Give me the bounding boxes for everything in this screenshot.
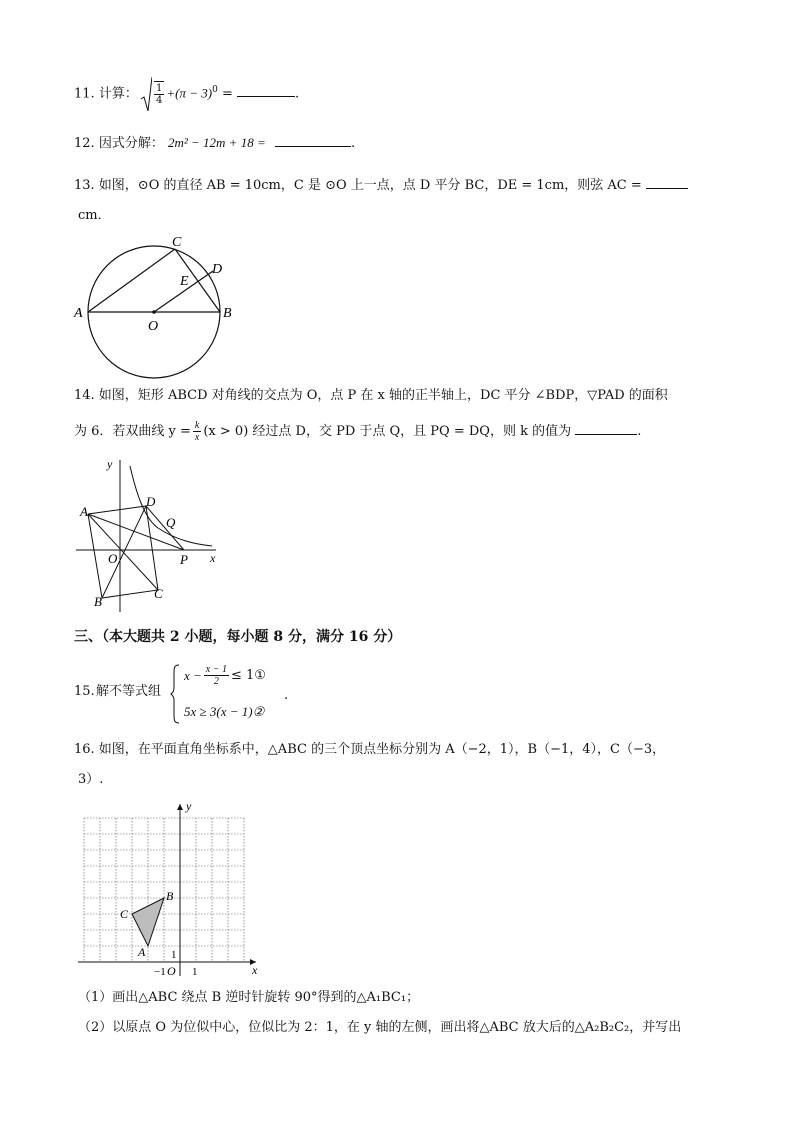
label-e: E (180, 274, 189, 289)
label-y: y (107, 457, 113, 471)
q16-part-2-text: （2）以原点 O 为位似中心，位似比为 2：1，在 y 轴的左侧，画出将△ABC 放大后的△A₂B₂C₂，并写出 (78, 1020, 682, 1035)
q14-rectangle-figure (74, 452, 224, 614)
label-a: A (74, 306, 83, 321)
label-b: B (223, 306, 232, 321)
label-c: C (120, 907, 129, 921)
q11-label: 计算： (98, 86, 138, 102)
q15-ineq1-b: ≤ 1① (230, 667, 266, 683)
label-neg1: −1 (154, 966, 166, 976)
brace-icon (170, 664, 180, 724)
q15-ineq2: 5x ≥ 3(x − 1)② (184, 704, 265, 719)
label-one-y: 1 (171, 949, 177, 961)
label-y: y (186, 800, 192, 813)
q11-sqrt (142, 81, 166, 106)
q15-end: . (284, 688, 289, 703)
q12-expr: 2m² − 12m + 18 = (167, 135, 269, 150)
q11-answer-blank[interactable] (237, 82, 295, 97)
label-x: x (210, 551, 216, 565)
q16-part-1 (78, 988, 419, 1008)
center-point (152, 310, 156, 314)
q14-frac-num: k (194, 420, 200, 431)
section-3-title: 三、（本大题共 2 小题，每小题 8 分，满分 16 分） (74, 629, 402, 645)
question-12 (74, 132, 355, 154)
q16-part-1-text: （1）画出△ABC 绕点 B 逆时针旋转 90°得到的△A₁BC₁； (78, 990, 420, 1005)
q12-end: . (350, 136, 356, 151)
chord-ac (88, 249, 175, 312)
q11-number: 11. (74, 86, 95, 102)
q16-text-1: 16. 如图，在平面直角坐标系中，△ABC 的三个顶点坐标分别为 A（−2，1），B（−1，4），C（−3， (74, 742, 666, 757)
q15-frac-num: x − 1 (205, 664, 227, 675)
label-o: O (148, 319, 159, 334)
q12-label: 因式分解： (98, 136, 164, 151)
label-c: C (154, 586, 163, 601)
label-d: D (146, 494, 156, 509)
q11-end: . (294, 86, 300, 102)
q13-answer-blank[interactable] (646, 174, 688, 189)
label-d: D (212, 262, 223, 277)
q14-end: . (637, 424, 642, 439)
question-13-line1 (74, 174, 688, 196)
q14-text-2a: 为 6．若双曲线 y = (74, 424, 191, 439)
label-o: O (108, 551, 118, 566)
label-b: B (166, 889, 174, 903)
label-x: x (252, 963, 258, 976)
q14-text-2b: (x > 0) 经过点 D，交 PD 于点 Q，且 PQ = DQ，则 k 的值为 (203, 424, 572, 439)
label-q: Q (166, 515, 176, 530)
label-p: P (180, 552, 188, 567)
sqrt-sign-icon (140, 77, 152, 113)
question-14-line1 (74, 386, 668, 406)
label-b: B (94, 594, 102, 609)
label-one-x: 1 (192, 966, 198, 976)
q13-circle-figure (70, 232, 250, 380)
q11-frac-den: 4 (155, 95, 163, 107)
question-16-line1 (74, 740, 665, 760)
q13-unit: cm． (78, 208, 111, 223)
q14-text-1: 14. 如图，矩形 ABCD 对角线的交点为 O，点 P 在 x 轴的正半轴上，DC 平分 ∠BDP，▽PAD 的面积 (74, 388, 668, 403)
question-14-line2 (74, 420, 641, 443)
question-13-line2 (78, 206, 111, 226)
q15-frac-den: 2 (213, 676, 219, 687)
y-axis-arrow (177, 804, 183, 810)
q13-text: 13. 如图，⊙O 的直径 AB = 10cm，C 是 ⊙O 上一点，点 D 平分 BC，DE = 1cm，则弦 AC = (74, 178, 642, 193)
q11-expr: +(π − 3) (166, 85, 213, 101)
q12-number: 12. (74, 136, 95, 151)
label-c: C (172, 235, 182, 250)
q11-exponent: 0 (212, 85, 218, 95)
label-o: O (167, 964, 176, 976)
label-a: A (80, 504, 88, 519)
q14-answer-blank[interactable] (575, 420, 637, 435)
q15-number: 15. (74, 684, 95, 699)
q16-part-2 (78, 1018, 681, 1038)
q15-label: 解不等式组 (96, 684, 162, 699)
section-3-heading (74, 626, 401, 646)
q16-text-2: 3）. (78, 772, 104, 787)
q15-ineq1-a: x − (184, 667, 202, 683)
label-a: A (138, 945, 146, 959)
q16-grid-figure (78, 800, 262, 976)
q11-frac-num: 1 (155, 83, 163, 95)
q14-frac-den: x (194, 432, 200, 443)
question-16-line2 (78, 770, 103, 790)
question-11 (74, 80, 299, 106)
q12-answer-blank[interactable] (275, 132, 351, 147)
q11-eq: = (217, 86, 237, 102)
